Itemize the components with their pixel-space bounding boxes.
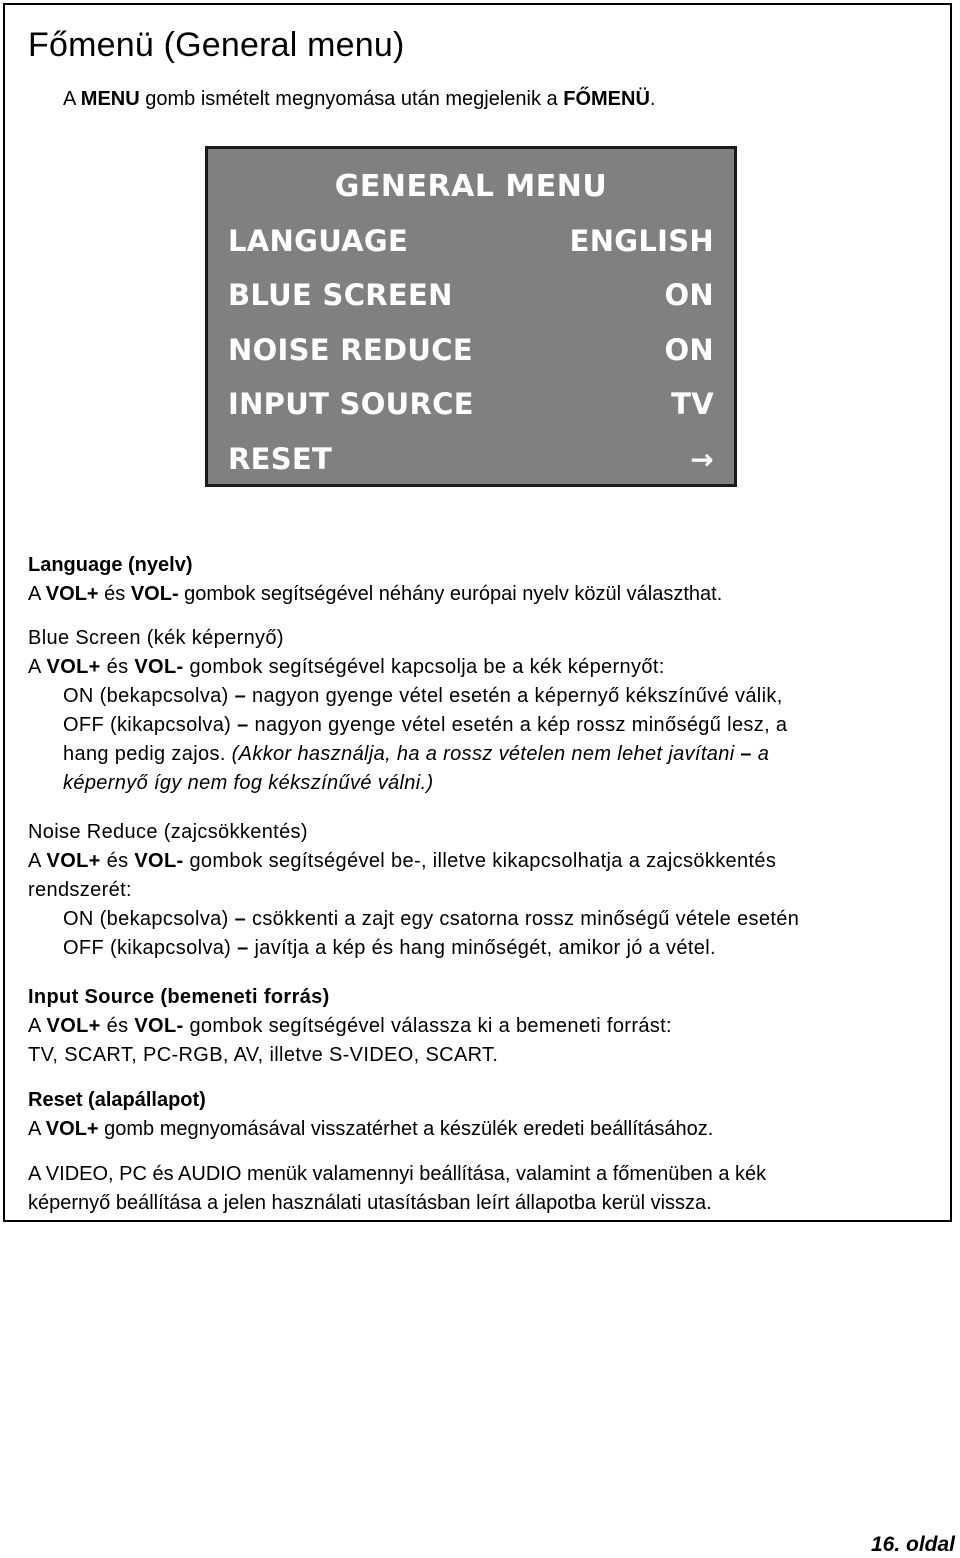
osd-row-blue-screen <box>228 275 714 315</box>
section-noise-reduce <box>28 818 928 963</box>
osd-row-language <box>228 221 714 261</box>
intro-text: A MENU gomb ismételt megnyomása után megjelenik a FŐMENÜ. <box>63 88 656 110</box>
paragraph-line: A VOL+ és VOL- gombok segítségével néhány európai nyelv közül választhat. <box>28 583 723 605</box>
section-heading: Reset (alapállapot) <box>28 1089 206 1111</box>
section-input-source <box>28 983 928 1070</box>
section-heading: Input Source (bemeneti forrás) <box>28 986 330 1008</box>
paragraph-line: TV, SCART, PC-RGB, AV, illetve S-VIDEO, SCART. <box>28 1044 499 1066</box>
paragraph-line: OFF (kikapcsolva) – nagyon gyenge vétel esetén a kép rossz minőségű lesz, a <box>63 714 788 736</box>
paragraph-line: A VOL+ és VOL- gombok segítségével kapcsolja be a kék képernyőt: <box>28 656 665 678</box>
osd-row-label: INPUT SOURCE <box>228 387 474 421</box>
osd-row-noise-reduce <box>228 330 714 370</box>
paragraph-line: ON (bekapcsolva) – nagyon gyenge vétel esetén a képernyő kékszínűvé válik, <box>63 685 783 707</box>
menu-button-name: MENU <box>80 88 140 110</box>
section-heading: Noise Reduce (zajcsökkentés) <box>28 821 308 843</box>
osd-row-label: NOISE REDUCE <box>228 333 473 367</box>
osd-row-value: ON <box>664 333 714 367</box>
paragraph-line: képernyő beállítása a jelen használati utasításban leírt állapotba kerül vissza. <box>28 1192 712 1214</box>
osd-row-label: RESET <box>228 442 333 476</box>
section-reset <box>28 1086 928 1144</box>
paragraph-line: A VIDEO, PC és AUDIO menük valamennyi beállítása, valamint a főmenüben a kék <box>28 1163 767 1185</box>
paragraph-line: A VOL+ és VOL- gombok segítségével válassza ki a bemeneti forrást: <box>28 1015 672 1037</box>
section-heading: Blue Screen (kék képernyő) <box>28 627 284 649</box>
section-final-note <box>28 1160 928 1218</box>
general-menu-screen <box>205 146 737 487</box>
paragraph-line: OFF (kikapcsolva) – javítja a kép és hang minőségét, amikor jó a vétel. <box>63 937 716 959</box>
osd-title: GENERAL MENU <box>334 169 608 204</box>
page-title: Főmenü (General menu) <box>28 26 405 64</box>
osd-row-input-source <box>228 384 714 424</box>
paragraph-line: A VOL+ gomb megnyomásával visszatérhet a készülék eredeti beállításához. <box>28 1118 714 1140</box>
paragraph-line: A VOL+ és VOL- gombok segítségével be-, illetve kikapcsolhatja a zajcsökkentés <box>28 850 777 872</box>
osd-row-reset <box>228 439 714 479</box>
osd-row-label: BLUE SCREEN <box>228 278 453 312</box>
paragraph-line: hang pedig zajos. (Akkor használja, ha a rossz vételen nem lehet javítani – a <box>63 743 770 765</box>
right-arrow-icon: → <box>690 442 714 476</box>
paragraph-line: képernyő így nem fog kékszínűvé válni.) <box>63 772 434 794</box>
osd-row-value: TV <box>671 387 714 421</box>
osd-row-value: ENGLISH <box>569 224 714 258</box>
section-heading: Language (nyelv) <box>28 554 193 576</box>
paragraph-line: rendszerét: <box>28 879 132 901</box>
paragraph-line: ON (bekapcsolva) – csökkenti a zajt egy csatorna rossz minőségű vétele esetén <box>63 908 800 930</box>
osd-row-label: LANGUAGE <box>228 224 409 258</box>
main-menu-name: FŐMENÜ <box>563 88 650 110</box>
section-language <box>28 551 928 609</box>
section-blue-screen <box>28 624 928 798</box>
osd-row-value: ON <box>664 278 714 312</box>
page-number: 16. oldal <box>870 1533 955 1556</box>
